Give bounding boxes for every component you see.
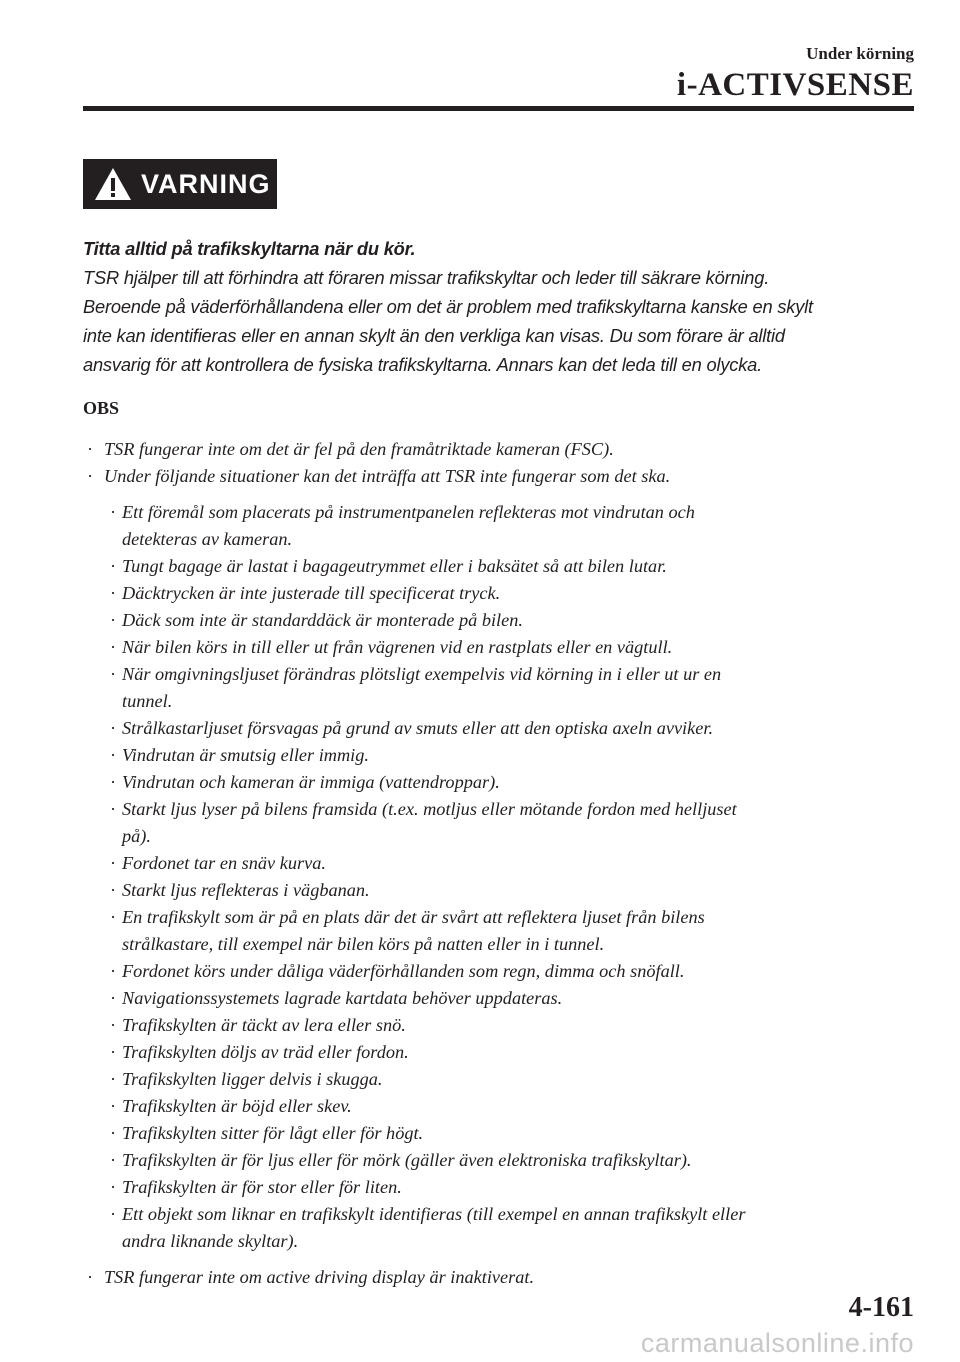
- obs-list-item: [87, 742, 927, 769]
- obs-list-item: [87, 1147, 927, 1174]
- bullet-icon: ·: [110, 988, 117, 1008]
- obs-item-line: Ett föremål som placerats på instrumentpanelen reflekteras mot vindrutan och: [122, 502, 695, 522]
- obs-list-item: [87, 1120, 927, 1147]
- obs-item-line: Navigationssystemets lagrade kartdata behöver uppdateras.: [122, 988, 563, 1008]
- obs-item-line: En trafikskylt som är på en plats där det är svårt att reflektera ljuset från bilens: [122, 907, 705, 927]
- obs-item-line: När bilen körs in till eller ut från vägrenen vid en rastplats eller en vägtull.: [122, 637, 673, 657]
- bullet-icon: ·: [110, 907, 117, 927]
- obs-item-line: andra liknande skyltar).: [122, 1231, 299, 1251]
- obs-item-line: på).: [122, 826, 151, 846]
- obs-list-item: [87, 580, 927, 607]
- obs-item-line: Däck som inte är standarddäck är monterade på bilen.: [122, 610, 523, 630]
- bullet-icon: ·: [110, 502, 117, 522]
- warning-line: Beroende på väderförhållandena eller om det är problem med trafikskyltarna kanske en skylt: [83, 296, 813, 317]
- obs-list-item: [87, 499, 927, 553]
- bullet-icon: ·: [87, 466, 94, 486]
- warning-heading: Titta alltid på trafikskyltarna när du kör.: [83, 238, 416, 259]
- obs-list-item: [87, 1264, 927, 1291]
- watermark: carmanualsonline.info: [640, 1328, 914, 1358]
- obs-item-line: Trafikskylten sitter för lågt eller för högt.: [122, 1123, 424, 1143]
- warning-line: ansvarig för att kontrollera de fysiska trafikskyltarna. Annars kan det leda till en olycka.: [83, 354, 762, 375]
- bullet-icon: ·: [110, 1042, 117, 1062]
- obs-item-line: Trafikskylten döljs av träd eller fordon.: [122, 1042, 409, 1062]
- bullet-icon: ·: [110, 556, 117, 576]
- obs-list-item: [87, 1066, 927, 1093]
- obs-item-line: Trafikskylten är för ljus eller för mörk (gäller även elektroniska trafikskyltar).: [122, 1150, 692, 1170]
- chapter-title: Under körning: [806, 44, 914, 63]
- bullet-icon: ·: [110, 1177, 117, 1197]
- obs-item-line: TSR fungerar inte om det är fel på den framåtriktade kameran (FSC).: [104, 439, 614, 459]
- obs-item-line: detekteras av kameran.: [122, 529, 293, 549]
- obs-list-item: [87, 1093, 927, 1120]
- obs-item-line: TSR fungerar inte om active driving display är inaktiverat.: [104, 1267, 535, 1287]
- warning-text: [83, 234, 918, 379]
- obs-title: OBS: [83, 398, 120, 418]
- bullet-icon: ·: [110, 1123, 117, 1143]
- obs-item-line: Tungt bagage är lastat i bagageutrymmet eller i baksätet så att bilen lutar.: [122, 556, 667, 576]
- obs-list-item: [87, 553, 927, 580]
- bullet-icon: ·: [110, 718, 117, 738]
- obs-list-item: [87, 769, 927, 796]
- obs-list-item: [87, 634, 927, 661]
- warning-line: TSR hjälper till att förhindra att föraren missar trafikskyltar och leder till säkrare körning.: [83, 267, 770, 288]
- bullet-icon: ·: [110, 610, 117, 630]
- obs-list-item: [87, 1039, 927, 1066]
- bullet-icon: ·: [87, 1267, 94, 1287]
- obs-item-line: Trafikskylten är för stor eller för liten.: [122, 1177, 402, 1197]
- page-number: 4-161: [848, 1292, 914, 1323]
- bullet-icon: ·: [110, 961, 117, 981]
- bullet-icon: ·: [87, 439, 94, 459]
- bullet-icon: ·: [110, 745, 117, 765]
- bullet-icon: ·: [110, 583, 117, 603]
- bullet-icon: ·: [110, 1096, 117, 1116]
- obs-list-item: [87, 436, 927, 463]
- bullet-icon: ·: [110, 880, 117, 900]
- obs-list-item: [87, 904, 927, 958]
- bullet-icon: ·: [110, 1069, 117, 1089]
- page-header: [677, 44, 914, 103]
- warning-label: VARNING: [141, 168, 271, 199]
- obs-list-item: [87, 661, 927, 715]
- bullet-icon: ·: [110, 637, 117, 657]
- obs-list-item: [87, 1201, 927, 1255]
- obs-item-line: Under följande situationer kan det inträffa att TSR inte fungerar som det ska.: [104, 466, 671, 486]
- obs-list-item: [87, 958, 927, 985]
- obs-item-line: Vindrutan och kameran är immiga (vattendroppar).: [122, 772, 500, 792]
- obs-item-line: Trafikskylten ligger delvis i skugga.: [122, 1069, 383, 1089]
- obs-item-line: Trafikskylten är böjd eller skev.: [122, 1096, 352, 1116]
- section-title: i-ACTIVSENSE: [676, 67, 914, 103]
- obs-list-item: [87, 607, 927, 634]
- warning-triangle-icon: [93, 166, 133, 202]
- bullet-icon: ·: [110, 1015, 117, 1035]
- obs-item-line: När omgivningsljuset förändras plötsligt exempelvis vid körning in i eller ut ur en: [122, 664, 722, 684]
- obs-item-line: tunnel.: [122, 691, 173, 711]
- obs-item-line: Starkt ljus lyser på bilens framsida (t.ex. motljus eller mötande fordon med helljuset: [122, 799, 737, 819]
- obs-item-line: strålkastare, till exempel när bilen körs på natten eller in i tunnel.: [122, 934, 605, 954]
- bullet-icon: ·: [110, 853, 117, 873]
- obs-list-item: [87, 985, 927, 1012]
- obs-item-line: Fordonet tar en snäv kurva.: [122, 853, 326, 873]
- obs-item-line: Trafikskylten är täckt av lera eller snö.: [122, 1015, 406, 1035]
- obs-list-item: [87, 1174, 927, 1201]
- bullet-icon: ·: [110, 664, 117, 684]
- bullet-icon: ·: [110, 1204, 117, 1224]
- header-divider: [83, 106, 914, 111]
- bullet-icon: ·: [110, 799, 117, 819]
- obs-item-line: Fordonet körs under dåliga väderförhållanden som regn, dimma och snöfall.: [122, 961, 685, 981]
- bullet-icon: ·: [110, 772, 117, 792]
- obs-item-line: Strålkastarljuset försvagas på grund av smuts eller att den optiska axeln avviker.: [122, 718, 714, 738]
- obs-list-item: [87, 796, 927, 850]
- warning-line: inte kan identifieras eller en annan skylt än den verkliga kan visas. Du som förare är alltid: [83, 325, 785, 346]
- obs-list-item: [87, 715, 927, 742]
- obs-list-item: [87, 1012, 927, 1039]
- obs-list-item: [87, 463, 927, 490]
- obs-list: [87, 436, 927, 1291]
- obs-list-item: [87, 850, 927, 877]
- obs-item-line: Däcktrycken är inte justerade till specificerat tryck.: [122, 583, 501, 603]
- obs-item-line: Vindrutan är smutsig eller immig.: [122, 745, 369, 765]
- warning-badge: [83, 159, 277, 209]
- obs-list-item: [87, 877, 927, 904]
- obs-item-line: Ett objekt som liknar en trafikskylt identifieras (till exempel en annan trafikskylt eller: [122, 1204, 746, 1224]
- bullet-icon: ·: [110, 1150, 117, 1170]
- obs-item-line: Starkt ljus reflekteras i vägbanan.: [122, 880, 370, 900]
